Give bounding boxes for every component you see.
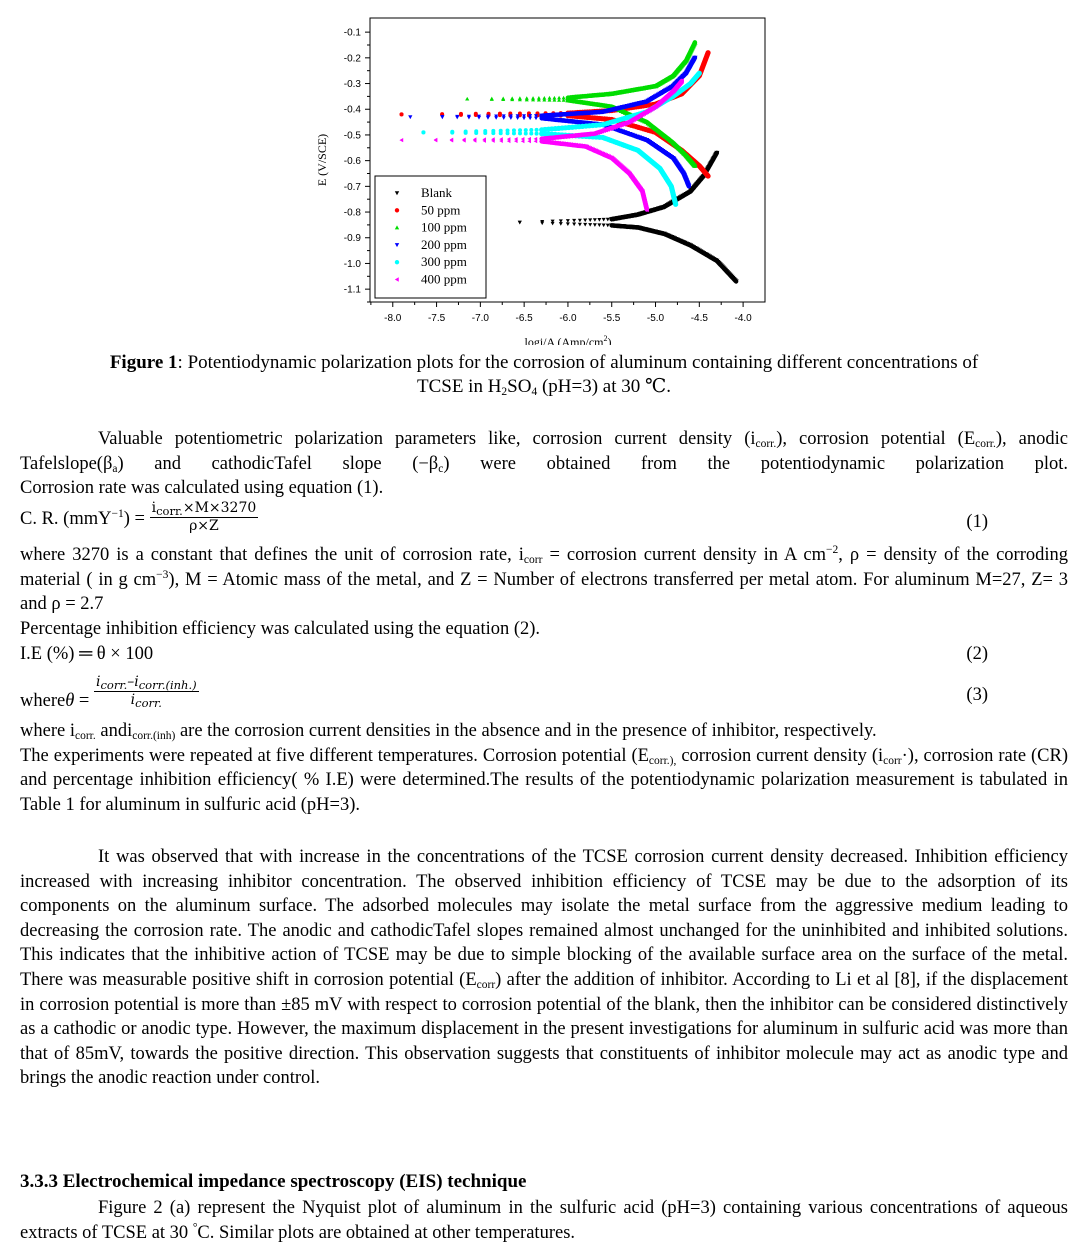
data-point xyxy=(528,117,532,121)
data-point xyxy=(512,131,516,135)
equation-3: whereθ = $\frac{i_{corr.}-i_{corr.(inh.)}}{i_{corr.}}$ (3) xyxy=(20,674,988,711)
data-point xyxy=(516,116,520,120)
series-200-ppm xyxy=(408,56,697,189)
data-point xyxy=(524,131,528,135)
data-point xyxy=(498,113,502,117)
equation-2-intro: Percentage inhibition efficiency was calculated using the equation (2). xyxy=(20,618,541,639)
equation-2: I.E (%) ═ θ × 100 (2) xyxy=(20,644,988,664)
data-point xyxy=(465,97,469,101)
x-tick-label: -6.5 xyxy=(515,313,533,324)
y-tick-label: -0.5 xyxy=(343,130,361,142)
data-point xyxy=(593,223,597,227)
x-tick-label: -5.5 xyxy=(603,313,621,324)
data-point xyxy=(491,131,495,135)
data-point xyxy=(578,223,582,227)
paragraph-experiments: where $i_{corr.}$ andi$_{corr.(inh)}$ are the corrosion current densities in the absence and in the presence of inhibitor, respectively. The experiments were repeated at five different temperatures. Corrosion potential ($E_{corr.),}$ corrosion current density $(i_{corr}\cdot)$, corrosion rate (CR) and percentage inhibition efficiency( % I.E) were determined.The results of the potentiodynamic polarization measurement is tabulated in Table 1 for aluminum in sulfuric acid (pH=3). xyxy=(20,721,1068,815)
y-tick-label: -1.0 xyxy=(343,258,361,270)
figure-1 xyxy=(0,0,1077,345)
data-point xyxy=(464,131,468,135)
data-point xyxy=(474,131,478,135)
x-tick-label: -7.5 xyxy=(427,313,446,324)
x-tick-label: -6.0 xyxy=(559,313,577,324)
data-point xyxy=(483,131,487,135)
data-point xyxy=(486,116,490,120)
data-point xyxy=(588,223,592,227)
data-point xyxy=(467,116,471,120)
x-tick-label: -7.0 xyxy=(471,313,489,324)
caption-label: Figure 1 xyxy=(109,352,178,373)
legend-marker-icon xyxy=(395,260,399,264)
data-point xyxy=(602,218,606,222)
data-point xyxy=(506,131,510,135)
data-point xyxy=(540,221,544,225)
paragraph-polarization-parameters: Valuable potentiometric polarization parameters like, corrosion current density $(i_{corr.})$, corrosion potential $(E_{corr.})$, anodic $Tafelslope(\beta_a)$ and cathodicTafel slope $(-\beta_c)$ were obtained from the potentiodynamic polarization plot. Corrosion rate was calculated using equation (1). xyxy=(20,427,1068,501)
legend-marker-icon xyxy=(395,208,399,212)
equation-2-number: (2) xyxy=(966,644,988,664)
data-point xyxy=(597,218,601,222)
data-point xyxy=(400,138,404,142)
data-point xyxy=(535,128,539,132)
data-point xyxy=(606,218,610,222)
data-point xyxy=(583,223,587,227)
data-point xyxy=(537,98,541,102)
polarization-chart xyxy=(0,0,1077,345)
data-point xyxy=(593,218,597,222)
equation-3-number: (3) xyxy=(966,685,988,705)
data-point xyxy=(518,221,522,225)
data-point xyxy=(518,131,522,135)
data-point xyxy=(542,98,546,102)
figure-caption xyxy=(20,351,1068,399)
data-point xyxy=(400,112,404,116)
legend-item-label: Blank xyxy=(421,185,453,200)
legend-item-label: 200 ppm xyxy=(421,236,467,252)
data-point xyxy=(602,224,606,228)
data-point xyxy=(477,116,481,120)
paragraph-observations: It was observed that with increase in the concentrations of the TCSE corrosion current density decreased. Inhibition efficiency increased with increasing inhibitor concentration. The observed inhibition efficiency of TCSE may be due to the adsorption of its components on the aluminum surface. The adsorbed molecules may isolate the metal surface from the aggressive medium leading to decreasing the corrosion rate. The anodic and cathodicTafel slopes remained almost unchanged for the uninhibited and inhibited solutions. This indicates that the inhibitive action of TCSE may be due to simple blocking of the available surface area on the surface of the metal. There was measurable positive shift in corrosion potential $(E_{corr})$ after the addition of inhibitor. According to Li et al [8], if the displacement in corrosion potential is more than ±85 mV with respect to corrosion potential of the blank, then the inhibitor can be considered distinctively as a cathodic or anodic type. However, the maximum displacement in the present investigations for aluminum in sulfuric acid was more than that of 85mV, towards the positive direction. This observation suggests that constituents of inhibitor molecule may act as anodic type and brings the anodic reaction under control. xyxy=(20,847,1068,1089)
data-point xyxy=(578,219,582,223)
y-tick-label: -0.6 xyxy=(343,156,361,168)
data-point xyxy=(509,116,513,120)
equation-1-number: (1) xyxy=(966,512,988,532)
data-point xyxy=(566,219,570,223)
data-point xyxy=(588,218,592,222)
x-tick-label: -4.5 xyxy=(690,313,708,324)
data-point xyxy=(502,116,506,120)
paragraph-variables: where 3270 is a constant that defines the unit of corrosion rate, $i_{corr}$ = corrosion current density in A $cm^{-2}$, ρ = density of the corroding material ( in g $cm^{-3}$), M = Atomic mass of the metal, and Z = Number of electrons transferred per metal atom. For aluminum M=27, Z= 3 and ρ = 2.7 Percentage inhibition efficiency was calculated using the equation (2). xyxy=(20,543,1068,641)
data-point xyxy=(408,115,412,119)
data-point xyxy=(421,130,425,134)
data-point xyxy=(459,113,463,117)
legend-item-label: 400 ppm xyxy=(421,271,467,287)
y-axis-label: E (V/SCE) xyxy=(315,133,329,187)
equation-1-intro: Corrosion rate was calculated using equation (1). xyxy=(20,478,384,499)
x-tick-label: -8.0 xyxy=(384,313,402,324)
y-tick-label: -0.1 xyxy=(343,27,361,39)
y-tick-label: -0.4 xyxy=(343,104,361,116)
y-tick-label: -0.9 xyxy=(343,233,361,245)
y-tick-label: -0.7 xyxy=(343,181,361,193)
legend-item-label: 100 ppm xyxy=(421,219,467,235)
data-point xyxy=(494,116,498,120)
y-tick-label: -0.3 xyxy=(343,79,361,91)
x-tick-label: -5.0 xyxy=(646,313,665,324)
series-curve xyxy=(542,141,647,209)
data-point xyxy=(572,223,576,227)
y-tick-label: -1.1 xyxy=(343,284,361,296)
x-axis-label: logi/A $(Amp/cm^2)$ xyxy=(524,334,612,345)
section-heading-eis: 3.3.3 Electrochemical impedance spectroscopy (EIS) technique xyxy=(20,1171,527,1192)
data-point xyxy=(455,116,459,120)
caption-text-line-1: : Potentiodynamic polarization plots for the corrosion of aluminum containing different concentrations of xyxy=(177,352,979,373)
series-curve xyxy=(612,225,736,281)
paragraph-eis: Figure 2 (a) represent the Nyquist plot of aluminum in the sulfuric acid (pH=3) containing various concentrations of aqueous extracts of TCSE at 30 °C. Similar plots are obtained at other temperatures. xyxy=(20,1198,1068,1243)
data-point xyxy=(529,132,533,136)
y-tick-label: -0.8 xyxy=(343,207,361,219)
data-point xyxy=(440,116,444,120)
series-curve xyxy=(542,58,695,116)
data-point xyxy=(583,219,587,223)
data-point xyxy=(490,97,494,101)
x-tick-label: -4.0 xyxy=(734,313,752,324)
data-point xyxy=(551,222,555,226)
data-point xyxy=(597,223,601,227)
legend-item-label: 300 ppm xyxy=(421,254,467,270)
equation-1: C. R. (mmY$^{-1}$) = $\frac{i_{corr.}\times M\times 3270}{\rho\times Z}$ (1) xyxy=(20,500,988,534)
legend xyxy=(375,176,486,298)
data-point xyxy=(572,219,576,223)
data-point xyxy=(566,222,570,226)
data-point xyxy=(522,116,526,120)
data-point xyxy=(535,132,539,136)
data-point xyxy=(529,128,533,132)
data-point xyxy=(559,222,563,226)
data-point xyxy=(499,131,503,135)
caption-text-line-2: TCSE in $H_2SO_4$ (pH=3) at 30 ℃. xyxy=(416,376,672,398)
data-point xyxy=(534,117,538,121)
legend-item-label: 50 ppm xyxy=(421,202,461,218)
data-point xyxy=(450,131,454,135)
data-point xyxy=(534,139,538,143)
y-tick-label: -0.2 xyxy=(343,53,361,65)
data-point xyxy=(606,224,610,228)
